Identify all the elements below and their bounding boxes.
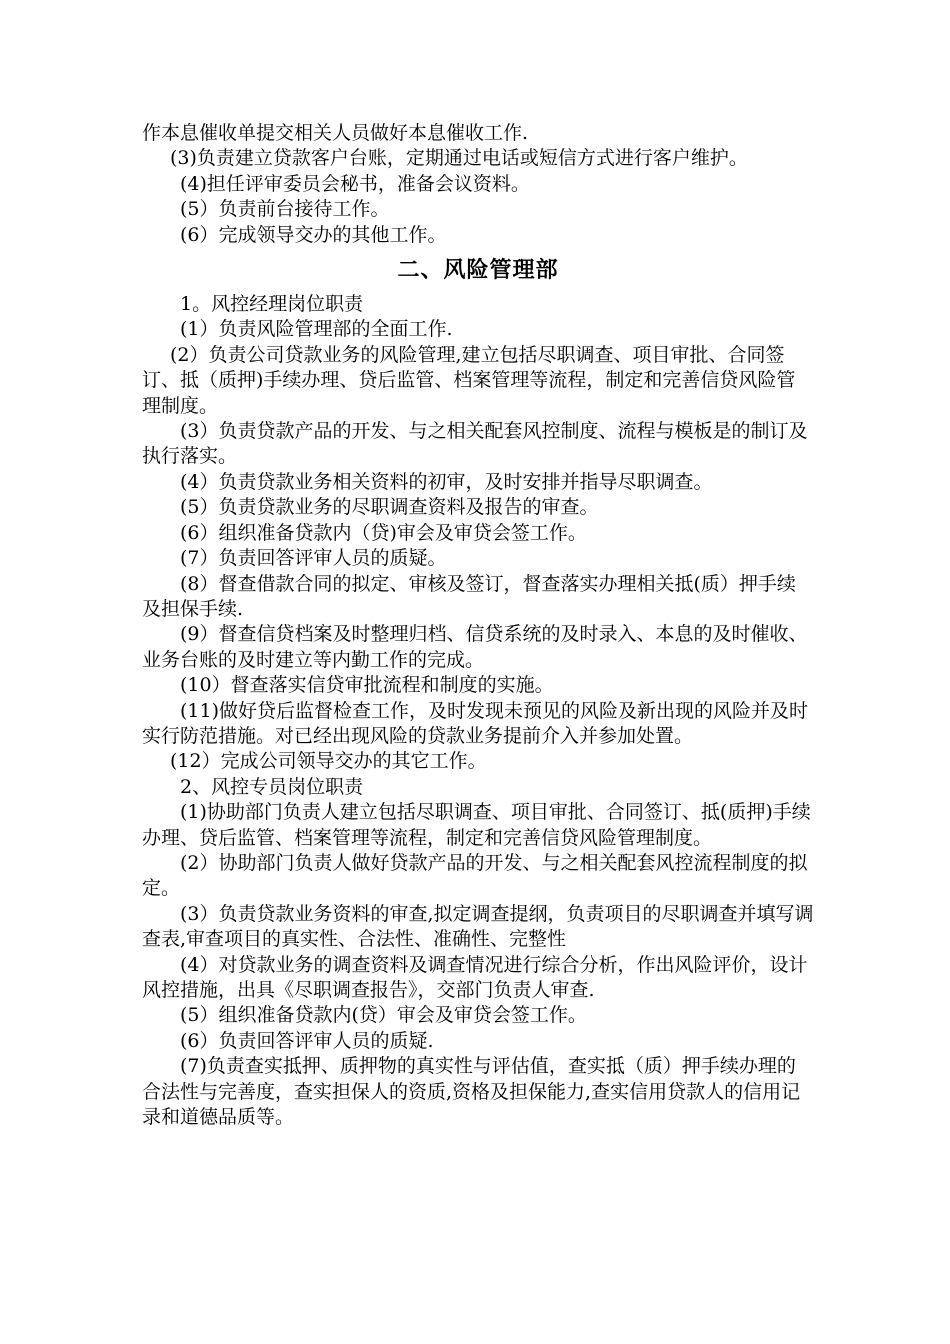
paragraph: (6）完成领导交办的其他工作。 [180,223,447,246]
list-item: (5）负责贷款业务的尽职调查资料及报告的审查。 [180,496,599,519]
section-heading: 二、风险管理部 [397,258,559,284]
subsection-title: 1。风控经理岗位职责 [180,293,364,316]
paragraph: 作本息催收单提交相关人员做好本息催收工作. [142,122,529,144]
list-item: (4）对贷款业务的调查资料及调查情况进行综合分析，作出风险评价，设计风控措施，出具《尽职调查报告》，交部门负责人审查. [142,953,808,1001]
list-item: (1）负责风险管理部的全面工作. [180,318,453,341]
list-item: (10）督查落实信贷审批流程和制度的实施。 [180,674,554,697]
paragraph: (4)担任评审委员会秘书，准备会议资料。 [180,172,530,195]
list-item: (2）协助部门负责人做好贷款产品的开发、与之相关配套风控流程制度的拟定。 [142,851,808,900]
list-item: (11)做好贷后监督检查工作，及时发现未预见的风险及新出现的风险并及时实行防范措施。对已经出现风险的贷款业务提前介入并参加处置。 [142,699,809,747]
list-item: (7)负责查实抵押、质押物的真实性与评估值，查实抵（质）押手续办理的合法性与完善度，查实担保人的资质,资格及担保能力,查实信用贷款人的信用记录和道德品质等。 [142,1055,801,1129]
list-item: (7）负责回答评审人员的质疑。 [180,547,447,570]
list-item: (4）负责贷款业务相关资料的初审，及时安排并指导尽职调查。 [180,470,713,493]
list-item: (1)协助部门负责人建立包括尽职调查、项目审批、合同签订、抵(质押)手续办理、贷后监管、档案管理等流程，制定和完善信贷风险管理制度。 [142,801,811,849]
list-item: (3）负责贷款产品的开发、与之相关配套风控制度、流程与模板是的制订及执行落实。 [142,420,808,468]
paragraph: (5）负责前台接待工作。 [180,198,390,221]
subsection-title: 2、风控专员岗位职责 [180,775,364,798]
list-item: (12）完成公司领导交办的其它工作。 [170,750,487,773]
list-item: (6）组织准备贷款内（贷)审会及审贷会签工作。 [180,521,587,544]
list-item: (5）组织准备贷款内(贷）审会及审贷会签工作。 [180,1004,587,1027]
list-item: (6）负责回答评审人员的质疑. [180,1029,434,1052]
list-item: (9）督查信贷档案及时整理归档、信贷系统的及时录入、本息的及时催收、业务台账的及时建立等内勤工作的完成。 [142,623,808,671]
list-item: (2）负责公司贷款业务的风险管理,建立包括尽职调查、项目审批、合同签订、抵（质押)手续办理、贷后监管、档案管理等流程，制定和完善信贷风险管理制度。 [142,343,796,417]
document-body [142,121,814,1130]
paragraph: (3)负责建立贷款客户台账，定期通过电话或短信方式进行客户维护。 [170,147,748,170]
list-item: (3）负责贷款业务资料的审查,拟定调查提纲，负责项目的尽职调查并填写调查表,审查项目的真实性、合法性、准确性、完整性 [142,902,814,951]
list-item: (8）督查借款合同的拟定、审核及签订，督查落实办理相关抵(质）押手续及担保手续. [142,572,796,620]
